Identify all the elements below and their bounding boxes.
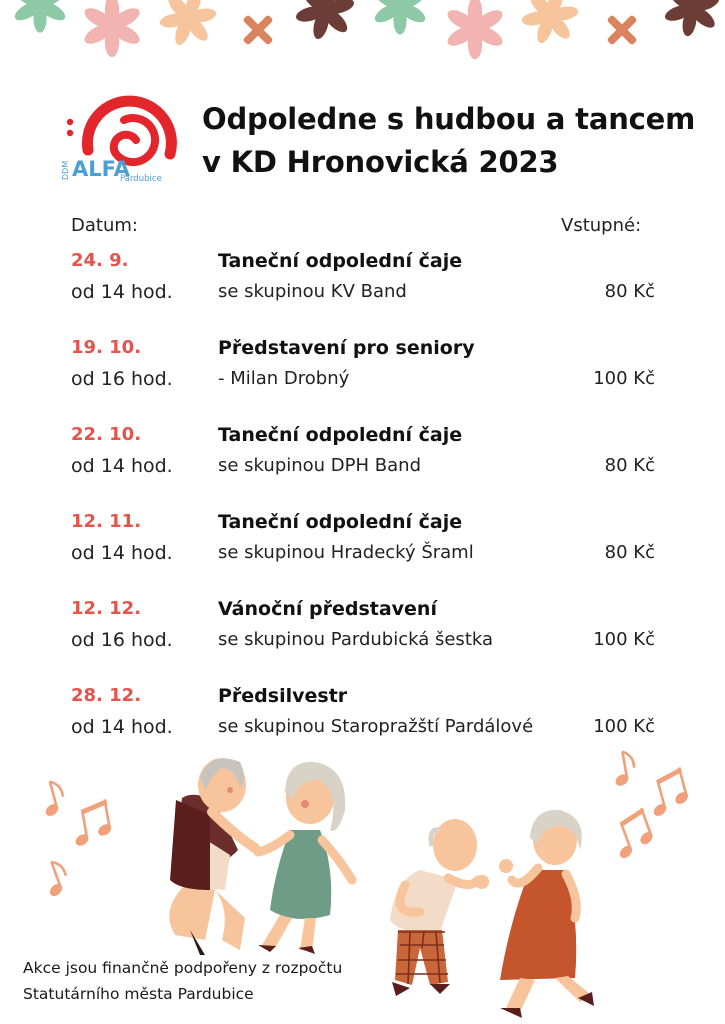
event-title: Předsilvestr	[218, 685, 348, 707]
funding-note	[23, 955, 342, 1007]
title-line-1: Odpoledne s hudbou a tancem	[202, 102, 696, 136]
flower-icon	[659, 0, 724, 41]
music-note-icon	[606, 807, 659, 862]
flower-icon	[12, 0, 68, 33]
event-price: 80 Kč	[604, 281, 655, 302]
title-line-2: v KD Hronovická 2023	[202, 145, 559, 179]
event-title: Taneční odpolední čaje	[218, 511, 463, 533]
dancing-old-woman-illustration	[499, 810, 594, 1018]
flower-icon	[81, 0, 142, 57]
event-time: od 16 hod.	[71, 368, 173, 390]
music-note-icon	[37, 779, 68, 819]
event-subtitle: se skupinou DPH Band	[218, 455, 421, 476]
event-time: od 14 hod.	[71, 716, 173, 738]
date-column-header: Datum:	[71, 215, 138, 236]
funding-note-line-1: Akce jsou finančně podpořeny z rozpočtu	[23, 959, 343, 977]
dancing-man-illustration	[169, 758, 255, 955]
dancing-bald-man-illustration	[390, 819, 489, 996]
event-time: od 14 hod.	[71, 455, 173, 477]
event-date: 24. 9.	[71, 250, 129, 271]
event-row	[0, 511, 725, 571]
event-row	[0, 250, 725, 310]
event-price: 100 Kč	[593, 716, 655, 737]
dancing-woman-illustration	[258, 762, 352, 954]
event-date: 12. 12.	[71, 598, 142, 619]
flower-icon	[372, 0, 428, 35]
event-row	[0, 685, 725, 745]
event-price: 80 Kč	[604, 455, 655, 476]
event-time: od 14 hod.	[71, 281, 173, 303]
event-row	[0, 424, 725, 484]
event-date: 28. 12.	[71, 685, 142, 706]
music-note-icon	[38, 859, 72, 900]
event-title: Vánoční představení	[218, 598, 437, 620]
event-title: Taneční odpolední čaje	[218, 424, 463, 446]
flower-icon	[597, 5, 648, 56]
logo-name: ALFA	[72, 157, 130, 181]
event-title: Taneční odpolední čaje	[218, 250, 463, 272]
event-date: 12. 11.	[71, 511, 142, 532]
flower-icon	[289, 0, 361, 46]
flower-icon	[514, 0, 586, 52]
page-title	[202, 98, 702, 184]
funding-note-line-2: Statutárního města Pardubice	[23, 985, 254, 1003]
logo-prefix: DDM	[61, 160, 70, 180]
logo-city: Pardubice	[120, 174, 162, 184]
event-subtitle: - Milan Drobný	[218, 368, 350, 389]
event-subtitle: se skupinou Pardubická šestka	[218, 629, 494, 650]
flower-border	[0, 0, 725, 60]
event-price: 100 Kč	[593, 629, 655, 650]
flower-icon	[444, 0, 505, 59]
event-row	[0, 598, 725, 658]
event-subtitle: se skupinou Hradecký Šraml	[218, 542, 474, 563]
music-note-icon	[609, 750, 638, 789]
event-time: od 14 hod.	[71, 542, 173, 564]
flower-icon	[233, 5, 284, 56]
event-subtitle: se skupinou KV Band	[218, 281, 407, 302]
event-date: 22. 10.	[71, 424, 142, 445]
event-row	[0, 337, 725, 397]
ddm-alfa-logo	[58, 92, 182, 184]
price-column-header: Vstupné:	[561, 215, 642, 236]
music-note-icon	[67, 799, 115, 849]
event-price: 100 Kč	[593, 368, 655, 389]
event-date: 19. 10.	[71, 337, 142, 358]
music-note-icon	[643, 767, 694, 820]
event-subtitle: se skupinou Staropražští Pardálové	[218, 716, 534, 737]
flower-icon	[152, 0, 224, 54]
event-price: 80 Kč	[604, 542, 655, 563]
event-title: Představení pro seniory	[218, 337, 475, 359]
event-time: od 16 hod.	[71, 629, 173, 651]
